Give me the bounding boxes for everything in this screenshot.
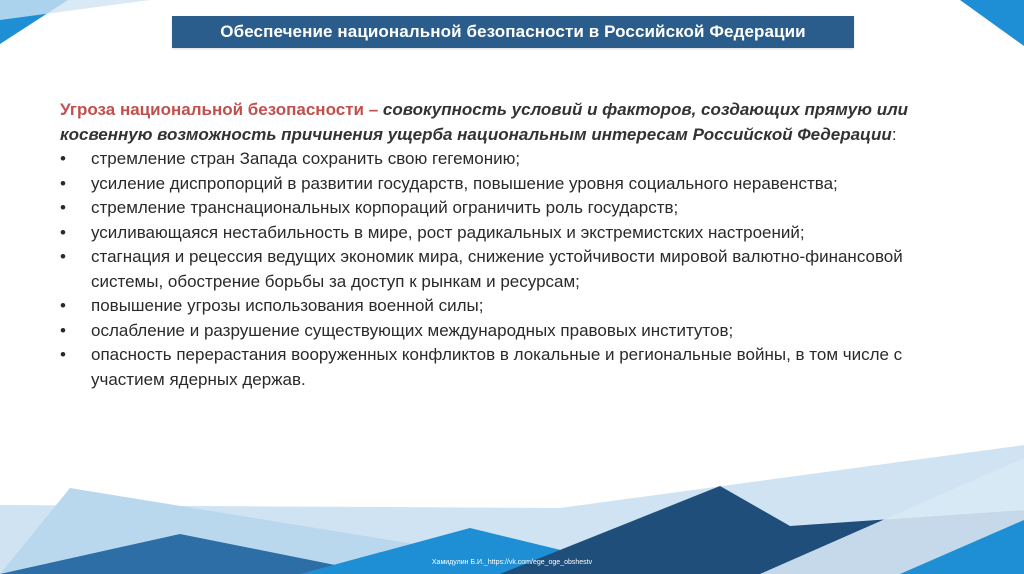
top-left-light-triangle: [0, 0, 150, 20]
definition-term: Угроза национальной безопасности –: [60, 100, 379, 119]
list-item: • стагнация и рецессия ведущих экономик мира, снижение устойчивости мировой валютно-финансовой системы, обострение борьбы за доступ к рынкам и ресурсам;: [60, 245, 970, 294]
list-item: • повышение угрозы использования военной силы;: [60, 294, 970, 319]
threats-list: [60, 147, 970, 392]
footer-credit: Хамидулин Б.И._https://vk.com/ege_oge_obshestv: [431, 559, 593, 566]
slide-title: Обеспечение национальной безопасности в Российской Федерации: [172, 16, 854, 48]
definition-paragraph: [60, 98, 970, 147]
list-item: • усиливающаяся нестабильность в мире, рост радикальных и экстремистских настроений;: [60, 221, 970, 246]
list-item: • ослабление и разрушение существующих международных правовых институтов;: [60, 319, 970, 344]
content-block: [60, 98, 970, 392]
list-item: • стремление транснациональных корпораций ограничить роль государств;: [60, 196, 970, 221]
list-item: • усиление диспропорций в развитии государств, повышение уровня социального неравенства;: [60, 172, 970, 197]
list-item: • опасность перерастания вооруженных конфликтов в локальные и региональные войны, в том числе с участием ядерных держав.: [60, 343, 970, 392]
definition-text: совокупность условий и факторов, создающих прямую или косвенную возможность причинения ущерба национальным интересам Российской Федерации: [60, 100, 909, 144]
list-item: • стремление стран Запада сохранить свою гегемонию;: [60, 147, 970, 172]
definition-suffix: :: [891, 124, 897, 144]
top-right-triangle: [960, 0, 1024, 46]
